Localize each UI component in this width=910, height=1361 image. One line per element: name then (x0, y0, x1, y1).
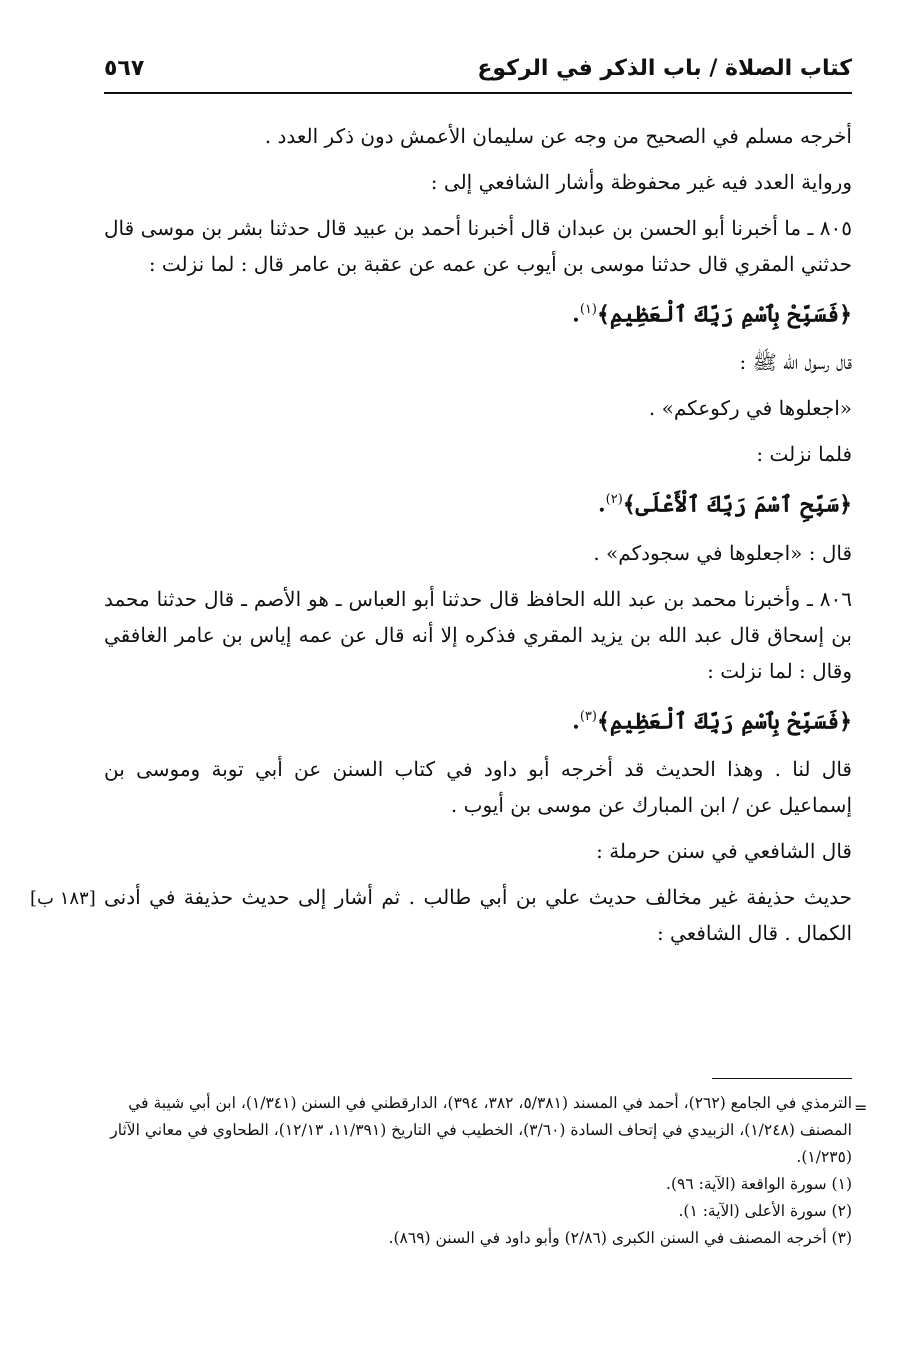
verse-2-ref: (٢) (605, 492, 623, 508)
verse-3-text: ﴿فَسَبِّحْ بِٱسْمِ رَبِّكَ ٱلْعَظِيمِ﴾ (596, 707, 852, 734)
running-header (104, 56, 852, 94)
paragraph-riwaya: ورواية العدد فيه غير محفوظة وأشار الشافعي إلى : (430, 170, 852, 194)
quote-prophet: قال رسول الله ﷺ : (739, 350, 852, 375)
verse-2-text: ﴿سَبِّحِ ٱسْمَ رَبِّكَ ٱلْأَعْلَى﴾ (622, 491, 852, 518)
verse-3-ref: (٣) (579, 708, 597, 724)
footnote-continued: الترمذي في الجامع (٢٦٢)، أحمد في المسند (٥/٣٨١، ٣٨٢، ٣٩٤)، الدارقطني في السنن (١/٣٤١)، ابن أبي شيبة في المصنف (١/٢٤٨)، الزبيدي في إتحاف السادة (٣/٦٠)، الخطيب في التاريخ (١١/٣٩١، ١٢/١٣)، الطحاوي في معاني الآثار (١/٢٣٥). (110, 1094, 852, 1166)
hadith-806: ٨٠٦ ـ وأخبرنا محمد بن عبد الله الحافظ قال حدثنا أبو العباس ـ هو الأصم ـ قال حدثنا محمد بن إسحاق قال عبد الله بن يزيد المقري فذكره إلا أنه قال عن عمه إياس بن عامر الغافقي وقال : لما نزلت : (104, 586, 852, 683)
page-number: ٥٦٧ (104, 56, 145, 81)
footnote-2: (٢) سورة الأعلى (الآية: ١). (678, 1202, 852, 1220)
paragraph-harmala: قال الشافعي في سنن حرملة : (596, 838, 852, 863)
footnotes (104, 1090, 852, 1252)
quote-sujood: قال : «اجعلوها في سجودكم» . (593, 540, 852, 565)
paragraph-muslim: أخرجه مسلم في الصحيح من وجه عن سليمان الأعمش دون ذكر العدد . (264, 124, 852, 148)
verse-1-text: ﴿فَسَبِّحْ بِٱسْمِ رَبِّكَ ٱلْعَظِيمِ﴾ (596, 301, 852, 328)
margin-folio-note: [١٨٣ ب] (30, 888, 96, 909)
paragraph-abu-dawud: قال لنا . وهذا الحديث قد أخرجه أبو داود في كتاب السنن عن أبي توبة وموسى بن إسماعيل عن / ابن المبارك عن موسى بن أيوب . (104, 756, 852, 817)
verse-1-end: . (572, 301, 580, 328)
quote-falamma: فلما نزلت : (756, 442, 852, 467)
hadith-805: ٨٠٥ ـ ما أخبرنا أبو الحسن بن عبدان قال أخبرنا أحمد بن عبيد قال حدثنا بشر بن موسى قال حدثني المقري قال حدثنا موسى بن أيوب عن عمه عن عقبة بن عامر قال : لما نزلت : (104, 216, 853, 276)
main-text (104, 118, 852, 961)
quran-verse-3 (104, 699, 852, 739)
footnote-continuation-mark: = (854, 1098, 868, 1117)
quran-verse-2 (104, 482, 852, 522)
paragraph-hudhayfa: حديث حذيفة غير مخالف حديث علي بن أبي طالب . ثم أشار إلى حديث حذيفة في أدنى الكمال . قال الشافعي : (104, 884, 852, 945)
quote-rukoo: «اجعلوها في ركوعكم» . (648, 396, 852, 421)
footnote-divider (712, 1078, 852, 1079)
verse-2-end: . (597, 491, 606, 518)
verse-3-end: . (572, 707, 580, 734)
footnote-1: (١) سورة الواقعة (الآية: ٩٦). (666, 1175, 852, 1193)
footnote-3: (٣) أخرجه المصنف في السنن الكبرى (٢/٨٦) وأبو داود في السنن (٨٦٩). (388, 1229, 852, 1247)
verse-1-ref: (١) (579, 302, 597, 317)
quran-verse-1 (104, 292, 852, 332)
chapter-title: كتاب الصلاة / باب الذكر في الركوع (477, 56, 852, 81)
